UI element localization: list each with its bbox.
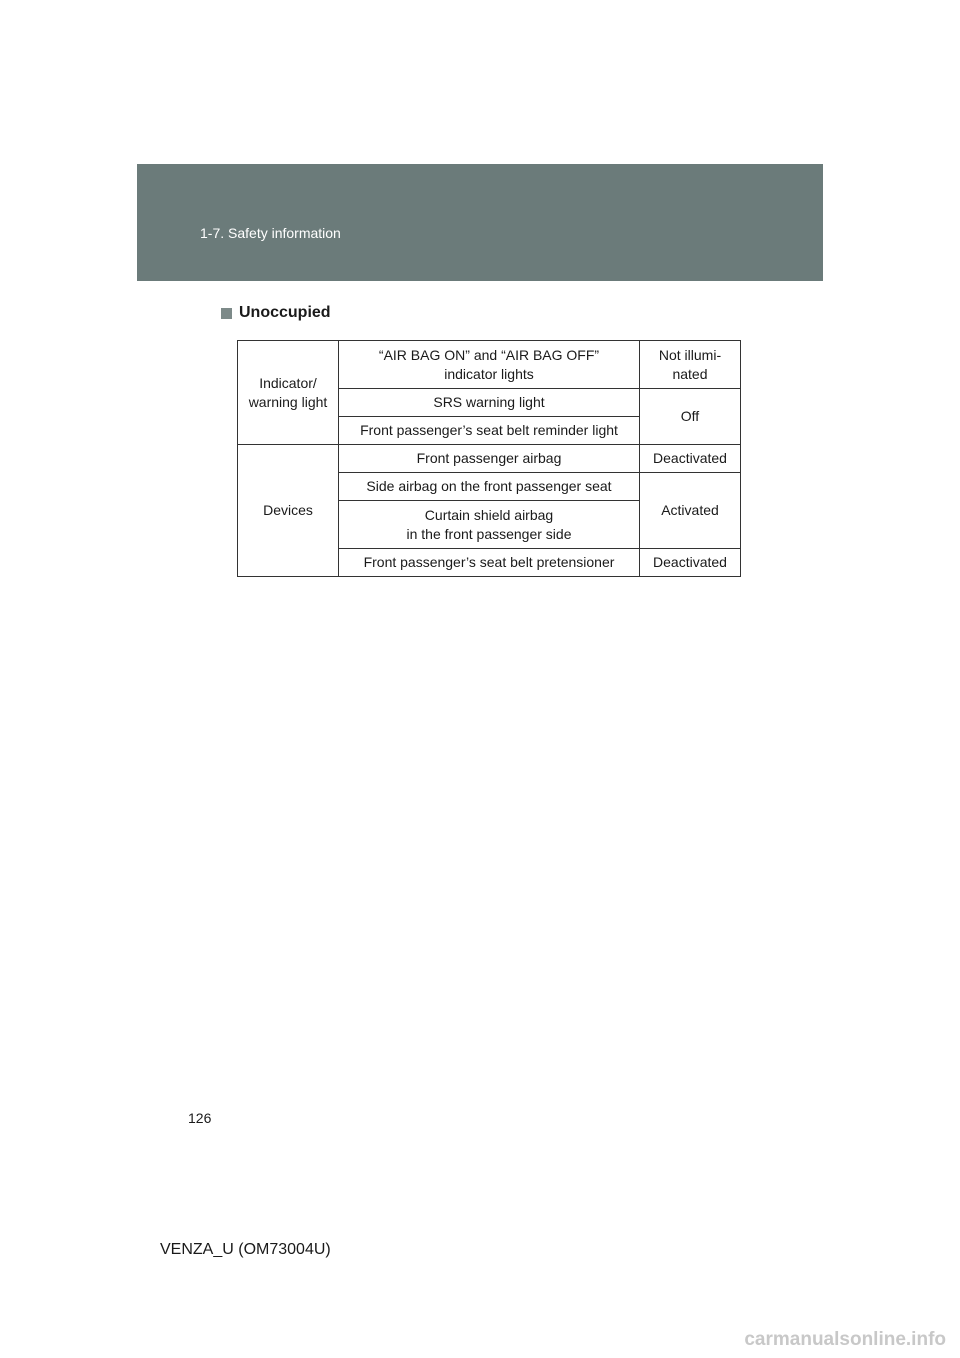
table-cell: Front passenger’s seat belt reminder light xyxy=(339,417,640,445)
page-number: 126 xyxy=(188,1110,212,1126)
status-cell: Off xyxy=(640,389,741,445)
section-heading xyxy=(221,304,331,322)
table-cell: Front passenger airbag xyxy=(339,445,640,473)
table-cell: “AIR BAG ON” and “AIR BAG OFF” indicator lights xyxy=(339,341,640,389)
table-cell: SRS warning light xyxy=(339,389,640,417)
table-cell: Front passenger’s seat belt pretensioner xyxy=(339,549,640,577)
watermark: carmanualsonline.info xyxy=(744,1329,946,1350)
status-cell: Deactivated xyxy=(640,445,741,473)
indicator-group-label: Indicator/ warning light xyxy=(238,341,339,445)
table-row xyxy=(238,445,741,473)
status-cell: Deactivated xyxy=(640,549,741,577)
status-table xyxy=(237,340,741,577)
header-band xyxy=(137,164,823,281)
section-title: 1-7. Safety information xyxy=(200,225,341,241)
table-cell: Side airbag on the front passenger seat xyxy=(339,473,640,501)
devices-group-label: Devices xyxy=(238,445,339,577)
table-cell: Curtain shield airbag in the front passenger side xyxy=(339,501,640,549)
table-row xyxy=(238,341,741,389)
heading-text: Unoccupied xyxy=(239,304,331,321)
document-code: VENZA_U (OM73004U) xyxy=(160,1241,331,1258)
status-cell: Not illumi- nated xyxy=(640,341,741,389)
square-bullet-icon xyxy=(221,308,232,319)
status-cell: Activated xyxy=(640,473,741,549)
